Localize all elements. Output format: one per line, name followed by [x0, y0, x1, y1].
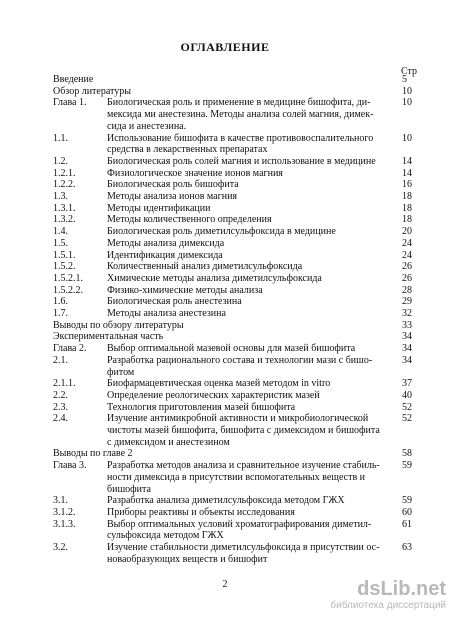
toc-entry-title: новаобразующих веществ и бишофит: [107, 553, 268, 565]
toc-entry-title: Выбор оптимальной мазевой основы для мазей бишофита: [107, 343, 356, 355]
toc-entry-number: Глава 3.: [53, 460, 87, 472]
toc-entry-page: 63: [402, 542, 412, 553]
toc-entry-number: 2.2.: [53, 389, 68, 401]
toc-entry-title: Биологическая роль и применение в медицине бишофита, ди-: [107, 97, 371, 109]
watermark-brand: dsLib.net: [357, 578, 446, 600]
toc-entry-number: Глава 2.: [53, 343, 87, 355]
toc-entry-title: Выводы по главе 2: [53, 448, 133, 460]
page-title: ОГЛАВЛЕНИЕ: [180, 40, 270, 54]
toc-entry-number: 1.5.1.: [53, 249, 76, 261]
toc-entry-number: 1.2.1.: [53, 167, 76, 179]
toc-entry-number: 3.1.3.: [53, 518, 76, 530]
toc-entry-page: 34: [402, 331, 412, 343]
toc-entry-page: 61: [402, 518, 412, 530]
toc-entry-title: Идентификация димексида: [107, 249, 223, 261]
toc-entry-title: сульфоксида методом ГЖХ: [107, 530, 224, 542]
toc-entry-page: 52: [402, 401, 412, 413]
toc-entry-page: 58: [402, 448, 412, 460]
toc-entry-title: Разработка анализа диметилсульфоксида методом ГЖХ: [107, 495, 345, 507]
toc-entry-page: 16: [402, 179, 412, 191]
toc-entry-title: Физиологическое значение ионов магния: [107, 167, 283, 179]
toc-entry-page: 52: [402, 413, 412, 425]
toc-entry-title: Методы анализа ионов магния: [107, 191, 238, 202]
toc-entry-title: Разработка методов анализа и сравнительное изучение стабиль-: [107, 460, 380, 472]
toc-entry-title: чистоты мазей бишофита, бишофита с димексидом и бишофита: [107, 425, 380, 436]
toc-entry-page: 29: [402, 296, 412, 308]
toc-entry-number: 2.3.: [53, 401, 68, 413]
toc-entry-page: 33: [402, 319, 412, 331]
toc-entry-title: Методы анализа димексида: [107, 237, 225, 249]
toc-entry-title: Биологическая роль солей магния и использование в медицине: [107, 155, 376, 167]
toc-entry-title: Физико-химические методы анализа: [107, 284, 263, 296]
toc-entry-title: Биологическая роль анестезина: [107, 296, 242, 308]
page-column-label: Стр: [401, 66, 418, 77]
toc-entry-title: Введение: [53, 74, 94, 85]
toc-entry-number: 1.5.2.2.: [53, 284, 83, 296]
toc-entry-page: 26: [402, 272, 412, 284]
toc-entry-title: Выводы по обзору литературы: [53, 319, 184, 331]
toc-entry-page: 26: [402, 261, 412, 273]
toc-entry-title: Методы анализа анестезина: [107, 308, 226, 319]
toc-entry-title: ности димексида в присутствии вспомогательных веществ и: [107, 471, 366, 483]
toc-entry-title: Выбор оптимальных условий хроматографирования диметил-: [107, 518, 372, 530]
toc-entry-title: Использование бишофита в качестве противовоспалительного: [107, 132, 374, 144]
toc-entry-number: 1.1.: [53, 132, 68, 144]
toc-entry-page: 5: [402, 74, 407, 85]
toc-entry-page: 10: [402, 97, 412, 109]
toc-entry-title: фитом: [107, 366, 135, 378]
toc-entry-page: 28: [402, 284, 412, 296]
page-number: 2: [222, 579, 228, 590]
toc-entry-number: 1.5.2.: [53, 261, 76, 273]
toc-entry-title: Биологическая роль диметилсульфоксида в медицине: [107, 226, 336, 238]
toc-entry-number: 1.7.: [53, 308, 68, 319]
toc-entry-title: сида и анестезина.: [107, 120, 187, 132]
toc-entry-page: 10: [402, 85, 412, 97]
toc-entry-page: 60: [402, 506, 412, 518]
toc-entry-page: 18: [402, 191, 412, 202]
toc-entry-number: 1.3.2.: [53, 214, 76, 226]
toc-entry-page: 24: [402, 249, 412, 261]
toc-entry-page: 24: [402, 237, 412, 249]
toc-entry-page: 34: [402, 343, 412, 355]
toc-entry-number: 3.2.: [53, 542, 68, 553]
toc-entry-title: Технология приготовления мазей бишофита: [107, 401, 296, 413]
toc-entry-number: 1.5.2.1.: [53, 272, 83, 284]
toc-entry-number: 1.2.2.: [53, 179, 76, 191]
toc-entry-page: 18: [402, 202, 412, 214]
toc-entry-title: Изучение антимикробной активности и микробиологической: [107, 413, 369, 425]
toc-entry-page: 14: [402, 155, 412, 167]
toc-entry-title: Экспериментальная часть: [53, 331, 164, 343]
toc-entry-number: Глава 1.: [53, 97, 87, 109]
toc-entry-title: Разработка рационального состава и технологии мази с бишо-: [107, 354, 373, 366]
toc-entry-page: 10: [402, 132, 412, 144]
toc-entry-page: 32: [402, 308, 412, 319]
toc-entry-page: 20: [402, 226, 412, 238]
toc-entry-page: 40: [402, 389, 412, 401]
toc-entry-number: 3.1.: [53, 495, 68, 507]
toc-entry-title: мексида ми анестезина. Методы анализа солей магния, димек-: [107, 109, 374, 121]
toc-entry-number: 1.4.: [53, 226, 68, 238]
toc-entry-number: 1.3.: [53, 191, 68, 202]
toc-entry-title: Химические методы анализа диметилсульфоксида: [107, 272, 322, 284]
toc-entry-number: 1.2.: [53, 155, 68, 167]
toc-entry-title: Методы идентификации: [107, 202, 211, 214]
toc-entry-number: 2.1.1.: [53, 378, 76, 390]
toc-entry-title: Биологическая роль бишофита: [107, 179, 239, 191]
toc-entry-title: Биофармацевтическая оценка мазей методом in vitro: [107, 378, 331, 390]
toc-entry-title: Изучение стабильности диметилсульфоксида в присутствии ос-: [107, 542, 380, 553]
toc-entry-title: Количественный анализ диметилсульфоксида: [107, 261, 303, 273]
watermark-logo: [318, 578, 446, 612]
toc-entry-number: 2.1.: [53, 354, 68, 366]
toc-entry-page: 59: [402, 460, 412, 472]
toc-entry-title: Приборы реактивы и объекты исследования: [107, 506, 295, 518]
watermark-caption: библиотека диссертаций: [330, 600, 446, 611]
toc-entry-title: Методы количественного определения: [107, 214, 272, 226]
toc-entry-title: с димексидом и анестезином: [107, 436, 230, 448]
toc-entry-page: 14: [402, 167, 412, 179]
toc-entry-number: 3.1.2.: [53, 506, 76, 518]
toc-entry-page: 18: [402, 214, 412, 226]
toc-entry-title: бишофита: [107, 483, 151, 495]
toc-entry-title: средства в лекарственных препаратах: [107, 144, 268, 156]
toc-entry-page: 59: [402, 495, 412, 507]
toc-entry-title: Определение реологических характеристик мазей: [107, 389, 320, 401]
toc-entry-page: 37: [402, 378, 412, 390]
toc-entry-title: Обзор литературы: [53, 85, 131, 97]
toc-entry-number: 2.4.: [53, 413, 68, 425]
toc-entry-number: 1.3.1.: [53, 202, 76, 214]
toc-entry-number: 1.6.: [53, 296, 68, 308]
toc-entry-number: 1.5.: [53, 237, 68, 249]
toc-entry-page: 34: [402, 354, 412, 366]
